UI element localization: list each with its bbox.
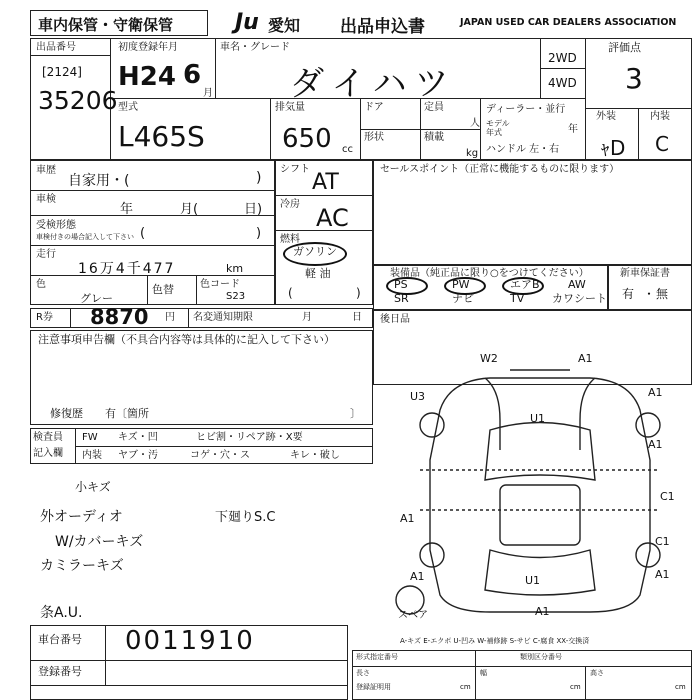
storage-label: 車内保管・守衛保管 [38, 16, 174, 34]
dims-row3: 登録証明用 [356, 683, 391, 691]
capacity-label: 定員 [424, 102, 444, 113]
equipment-label: 装備品（純正品に限り○をつけてください） [390, 268, 589, 279]
door-label: ドア [364, 102, 384, 113]
reg-month-unit: 月 [203, 88, 213, 99]
recycle-sep: ・ [643, 287, 656, 301]
drive-2wd: 2WD [548, 51, 577, 65]
mileage-value: 16万4千477 [78, 261, 176, 277]
dims-width: 幅 [480, 669, 487, 677]
mileage-unit: km [226, 262, 244, 275]
dealer-label: ディーラー・並行 [486, 104, 566, 115]
rating-int-label: 内装 [650, 111, 670, 122]
equipment-item-3: AW [568, 278, 586, 291]
equipment-item-7: カワシート [552, 292, 607, 305]
diagram-mark-6: A1 [400, 512, 415, 525]
equipment-item-2: エアB [510, 278, 540, 291]
receipt-label: 受検形態 [36, 220, 76, 231]
rating-ext: ｬD [600, 136, 626, 160]
inspection-month: 月( [180, 202, 199, 217]
shape-label: 形状 [364, 132, 384, 143]
diagram-mark-7: C1 [660, 490, 675, 503]
diagram-mark-10: C1 [655, 535, 670, 548]
ticket-label: R券 [36, 312, 53, 323]
form-title: 出品申込書 [340, 17, 425, 37]
fuel-label: 燃料 [280, 234, 300, 245]
color-code: S23 [226, 291, 246, 302]
name-label: 車名・グレード [220, 42, 290, 53]
tax-notice: 名変通知期限 [193, 312, 253, 323]
diagram-mark-1: W2 [480, 352, 498, 365]
reg-no-label: 登録番号 [38, 665, 82, 678]
color-change-label: 色替 [152, 283, 174, 296]
note-4: 条A.U. [40, 605, 83, 621]
inspector-row2-a: 内装 [82, 450, 102, 461]
shift-label: シフト [280, 164, 310, 175]
equipment-item-6: TV [510, 292, 525, 305]
inspection-year: 年 [120, 202, 134, 217]
diagram-mark-4: U1 [530, 412, 546, 425]
lot-bracket: [2124] [42, 65, 82, 79]
diagram-mark-2: A1 [578, 352, 593, 365]
shift-value: AT [312, 170, 339, 195]
receipt-sub: 車検付きの場合記入して下さい [36, 233, 134, 241]
english-title: JAPAN USED CAR DEALERS ASSOCIATION [460, 17, 677, 28]
car-damage-diagram [390, 350, 690, 630]
diagram-mark-8: A1 [410, 570, 425, 583]
dims-cm-1: cm [460, 683, 471, 691]
diagram-mark-9: U1 [525, 574, 541, 587]
legend: A-キズ E-エクボ U-凹み W-補修跡 S-サビ C-腐食 XX-交換済 [400, 637, 590, 645]
note-2: W/カバーキズ [55, 534, 144, 550]
lot-label: 出品番号 [36, 42, 76, 53]
disp-unit: cc [342, 144, 353, 155]
name-value: ダイハツ [290, 64, 457, 104]
disp-label: 排気量 [275, 102, 305, 113]
equipment-item-5: ナビ [452, 292, 474, 305]
chassis-value: 0011910 [125, 626, 255, 656]
sales-point-box [373, 160, 692, 265]
equipment-item-0: PS [394, 278, 408, 291]
dims-cat-label: 類別区分番号 [520, 653, 562, 661]
recycle-no: 無 [656, 287, 669, 301]
model-year-label: モデル 年式 [486, 119, 510, 137]
diagram-mark-3: A1 [648, 386, 663, 399]
diagram-mark-12: A1 [535, 605, 550, 618]
ac-value: AC [316, 204, 349, 232]
org-name: 愛知 [268, 16, 301, 35]
inspector-row1-c: ヒビ割・リペア跡・X要 [196, 432, 303, 443]
reg-label: 初度登録年月 [118, 42, 178, 53]
history-value: 自家用・( [68, 173, 130, 189]
tax-day: 日 [352, 312, 362, 323]
notes-repair: 修復歴 有〔箇所 [50, 407, 149, 420]
load-unit: kg [466, 148, 479, 159]
fuel-diesel: 軽 油 [305, 267, 331, 280]
ticket-unit: 円 [165, 312, 175, 323]
diagram-mark-0: U3 [410, 390, 426, 403]
ticket-value: 8870 [90, 305, 149, 329]
rating-score: 3 [625, 62, 643, 95]
load-label: 積載 [424, 132, 444, 143]
fuel-close: ) [356, 286, 361, 300]
disp-value: 650 [282, 124, 332, 154]
lot-number: 35206 [38, 86, 118, 115]
dims-type-label: 形式指定番号 [356, 653, 398, 661]
inspector-label2: 記入欄 [33, 448, 63, 459]
receipt-open: ( [140, 226, 146, 241]
mileage-label: 走行 [36, 249, 56, 260]
inspector-row2-d: キレ・破し [290, 450, 340, 461]
ac-label: 冷房 [280, 199, 300, 210]
inspector-row1-b: キズ・凹 [118, 432, 158, 443]
late-entry-label: 後日品 [380, 314, 410, 325]
recycle-label: 新車保証書 [620, 268, 670, 279]
sales-point-label: セールスポイント（正常に機能するものに限ります） [380, 164, 620, 175]
recycle-yes: 有 [622, 287, 635, 301]
chassis-label: 車台番号 [38, 633, 82, 646]
equipment-item-4: SR [394, 292, 409, 305]
dims-cm-2: cm [570, 683, 581, 691]
fuel-open: ( [288, 286, 293, 300]
inspection-day: 日) [244, 202, 263, 217]
model-value: L465S [118, 120, 205, 153]
model-label: 型式 [118, 102, 138, 113]
inspector-row2-c: コゲ・穴・ス [190, 450, 250, 461]
reg-year: H24 [118, 62, 176, 92]
dims-cm-3: cm [675, 683, 686, 691]
reg-month: 6 [183, 60, 202, 90]
equipment-item-1: PW [452, 278, 470, 291]
diagram-mark-11: A1 [655, 568, 670, 581]
capacity-unit: 人 [470, 118, 480, 129]
ju-logo: Ju [235, 10, 259, 35]
note-5: 下廻りS.C [215, 510, 276, 525]
dims-len: 長さ [356, 669, 370, 677]
diagram-mark-5: A1 [648, 438, 663, 451]
drive-4wd: 4WD [548, 76, 577, 90]
dims-height: 高さ [590, 669, 604, 677]
inspector-row2-b: ヤブ・汚 [118, 450, 158, 461]
inspector-row1-a: FW [82, 432, 98, 443]
rating-ext-label: 外装 [596, 111, 616, 122]
note-3: カミラーキズ [40, 558, 124, 574]
rating-label: 評価点 [608, 41, 641, 54]
rating-int: C [655, 132, 669, 156]
note-0: 小キズ [75, 480, 111, 494]
receipt-close: ) [256, 226, 262, 241]
year-unit: 年 [568, 124, 578, 135]
note-1: 外オーディオ [40, 509, 123, 525]
tax-month: 月 [302, 312, 312, 323]
color-code-label: 色コード [200, 279, 240, 290]
history-close: ) [256, 170, 262, 186]
inspector-label1: 検査員 [33, 432, 63, 443]
notes-repair-close: 〕 [350, 407, 361, 420]
history-label: 車歴 [36, 165, 56, 176]
color-value: グレー [80, 292, 113, 305]
handle-label: ハンドル 左・右 [486, 144, 560, 155]
color-label: 色 [36, 279, 46, 290]
notes-label: 注意事項申告欄（不具合内容等は具体的に記入して下さい） [38, 333, 335, 346]
spare-label: スペア [398, 610, 428, 621]
fuel-gas: ガソリン [293, 245, 337, 258]
inspection-label: 車検 [36, 194, 56, 205]
